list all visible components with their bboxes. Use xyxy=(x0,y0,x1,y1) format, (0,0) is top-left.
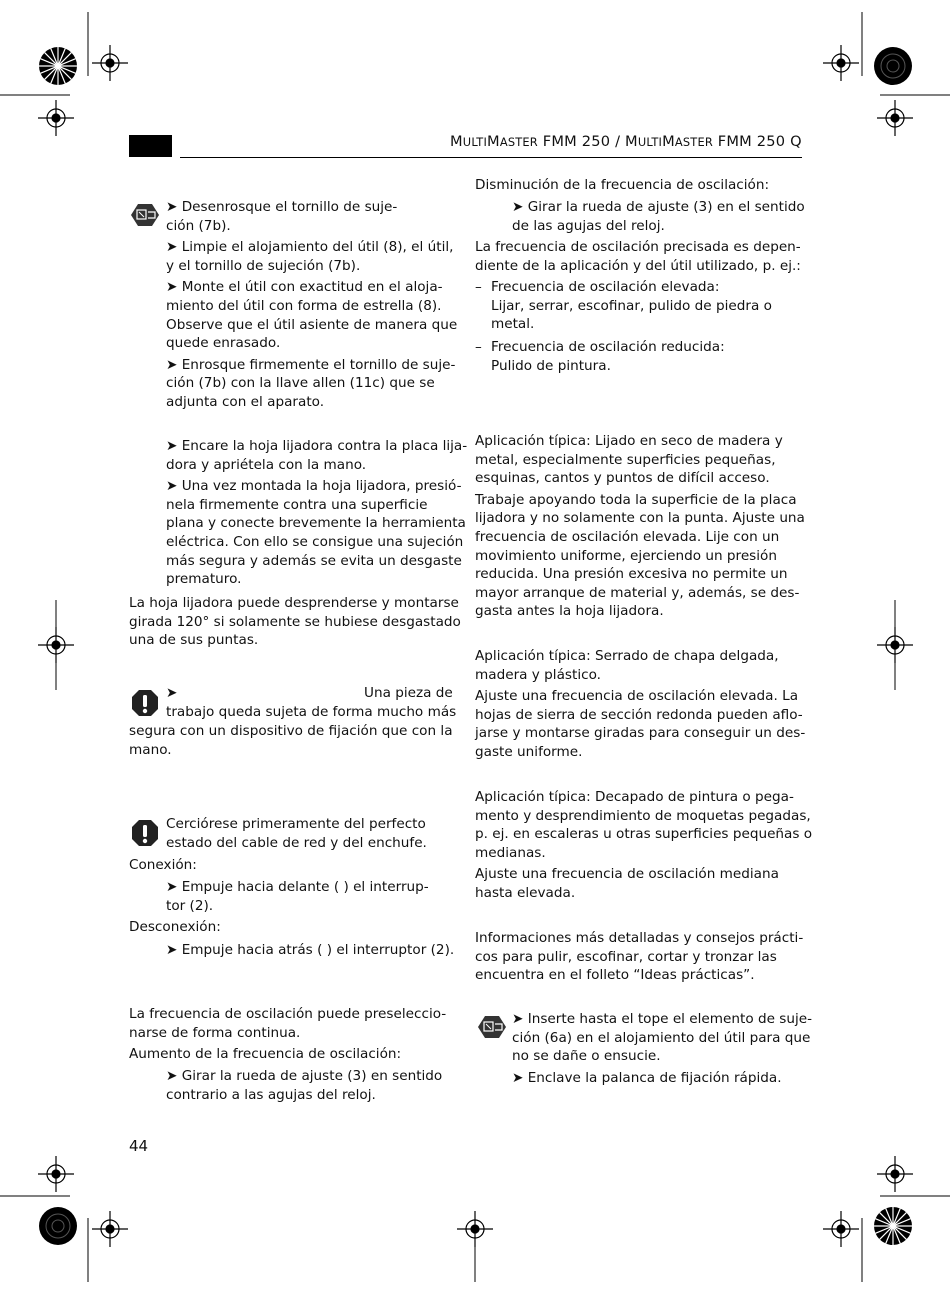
frequency-list-item-low: – Frecuencia de oscilación reducida: Pulido de pintura. xyxy=(475,339,725,374)
more-info-text: Informaciones más detalladas y consejos prácti- cos para pulir, escofinar, cortar y tronzar las encuentra en el folleto “Ideas prácticas”. xyxy=(475,930,804,984)
warning-icon xyxy=(130,818,160,848)
scraping-application-text: Aplicación típica: Decapado de pintura o pega- mento y desprendimiento de moquetas pegadas, p. ej. en escaleras u otras superficies pequeñas o medianas. Ajuste una frecuencia de oscilación mediana hasta elevada. xyxy=(475,789,813,901)
sanding-application-text: Aplicación típica: Lijado en seco de madera y metal, especialmente superficies pequeñas, esquinas, cantos y puntos de difícil acceso. Trabaje apoyando toda la superficie de la placa lijadora y no solamente con la punta. Ajuste una frecuencia de oscilación elevada. Lije con un movimiento uniforme, ejerciendo un presión reducida. Una presión excesiva no permite un mayor arranque de material y, además, se des- gasta antes la hoja lijadora. xyxy=(475,433,805,620)
sanding-sheet-rotate-note: La hoja lijadora puede desprenderse y montarse girada 120° si solamente se hubiese desgastado una de sus puntas. xyxy=(129,595,461,649)
desconexion-step: ➤ Empuje hacia atrás ( ) el interruptor (2). xyxy=(166,942,455,958)
page-number: 44 xyxy=(129,1137,149,1155)
tool-note-icon xyxy=(477,1012,507,1042)
frequency-increase-step: ➤ Girar la rueda de ajuste (3) en sentido contrario a las agujas del reloj. xyxy=(166,1068,443,1103)
frequency-list-item-high: – Frecuencia de oscilación elevada: Lijar, serrar, escofinar, pulido de piedra o metal. xyxy=(475,279,772,333)
tool-note-icon xyxy=(130,200,160,230)
desconexion-label: Desconexión: xyxy=(129,919,221,935)
header-rule xyxy=(180,157,802,158)
tool-change-steps: ➤ Desenrosque el tornillo de suje- ción (7b). ➤ Limpie el alojamiento del útil (8), el útil, y el tornillo de sujeción (7b). ➤ Monte el útil con exactitud en el aloja- miento del útil con forma de estrella (8). Observe que el útil asiente de manera que quede enrasado. ➤ Enrosque firmemente el tornillo de suje- ción (7b) con la llave allen (11c) que se adjunta con el aparato. xyxy=(166,199,458,410)
frequency-decrease-step: ➤ Girar la rueda de ajuste (3) en el sentido de las agujas del reloj. xyxy=(512,199,805,234)
sawing-application-text: Aplicación típica: Serrado de chapa delgada, madera y plástico. Ajuste una frecuencia de oscilación elevada. La hojas de sierra de sección redonda pueden aflo- jarse y montarse giradas para conseguir un des- gaste uniforme. xyxy=(475,648,806,760)
frequency-increase-label: Aumento de la frecuencia de oscilación: xyxy=(129,1046,402,1062)
page-header-title: MULTIMASTER FMM 250 / MULTIMASTER FMM 250 Q xyxy=(450,133,802,150)
workpiece-warning-line: trabajo queda sujeta de forma mucho más xyxy=(166,704,457,720)
conexion-step: ➤ Empuje hacia delante ( ) el interrup- tor (2). xyxy=(166,879,429,914)
header-tab-marker xyxy=(129,135,172,157)
conexion-label: Conexión: xyxy=(129,857,197,873)
sanding-sheet-steps: ➤ Encare la hoja lijadora contra la placa lija- dora y apriétela con la mano. ➤ Una vez montada la hoja lijadora, presió- nela firmemente contra una superficie plana y conecte brevemente la herramienta eléctrica. Con ello se consigue una sujeción más segura y además se evita un desgaste prematuro. xyxy=(166,438,468,588)
frequency-need-text: La frecuencia de oscilación precisada es depen- diente de la aplicación y del útil utilizado, p. ej.: xyxy=(475,239,801,274)
workpiece-warning-firstline: ➤ Una pieza de xyxy=(166,685,453,701)
clamp-steps: ➤ Inserte hasta el tope el elemento de suje- ción (6a) en el alojamiento del útil para que no se dañe o ensucie. ➤ Enclave la palanca de fijación rápida. xyxy=(512,1011,813,1086)
warning-icon xyxy=(130,688,160,718)
cable-warning: Cerciórese primeramente del perfecto estado del cable de red y del enchufe. xyxy=(166,816,427,851)
frequency-decrease-label: Disminución de la frecuencia de oscilación: xyxy=(475,177,770,193)
frequency-intro: La frecuencia de oscilación puede preseleccio- narse de forma continua. xyxy=(129,1006,447,1041)
workpiece-warning-rest: segura con un dispositivo de fijación que con la mano. xyxy=(129,723,453,758)
